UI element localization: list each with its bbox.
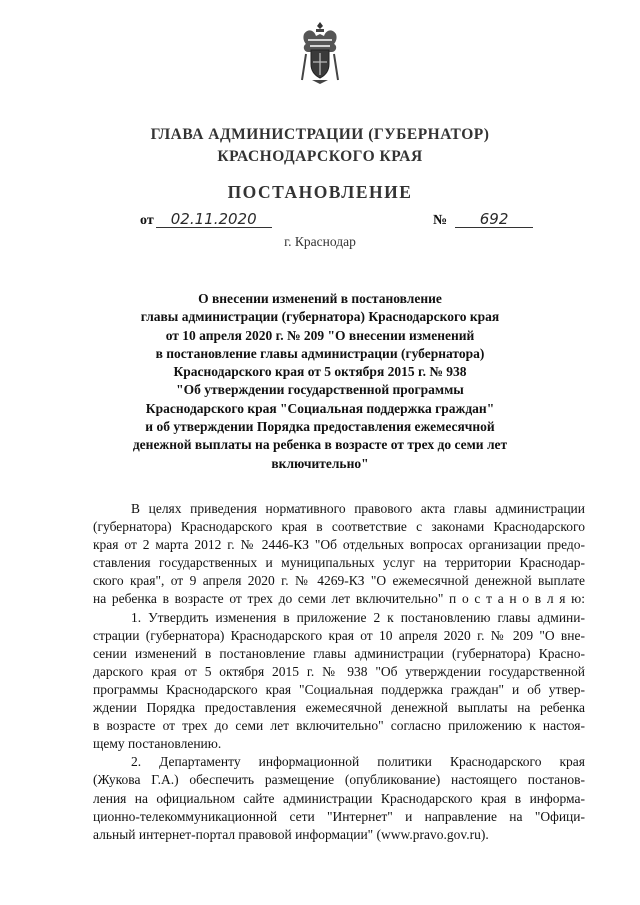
authority-title: ГЛАВА АДМИНИСТРАЦИИ (ГУБЕРНАТОР) bbox=[150, 126, 490, 143]
body-line: ского края", от 9 апреля 2020 г. № 4269-КЗ "О ежемесячной денежной выплате bbox=[93, 573, 585, 589]
body-line: программы Краснодарского края "Социальная поддержка граждан" и об утвер- bbox=[93, 681, 585, 697]
body-line: (Жукова Г.А.) обеспечить размещение (опубликование) настоящего постанов- bbox=[93, 772, 585, 788]
body-line: края от 2 марта 2012 г. № 2446-КЗ "Об отдельных вопросах организации предо- bbox=[93, 537, 585, 553]
title-line: Краснодарского края от 5 октября 2015 г. № 938 bbox=[173, 364, 467, 380]
body-line: дарского края от 5 октября 2015 г. № 938 "Об утверждении государственной bbox=[93, 663, 585, 679]
document-number bbox=[433, 212, 533, 229]
document-date bbox=[140, 212, 272, 229]
body-line: В целях приведения нормативного правового акта главы администрации bbox=[131, 501, 585, 516]
body-line: в возрасте от трех до семи лет включительно" согласно приложению к настоя- bbox=[93, 718, 585, 734]
document-type: ПОСТАНОВЛЕНИЕ bbox=[227, 182, 413, 202]
title-line: включительно" bbox=[271, 455, 369, 471]
title-line: Краснодарского края "Социальная поддержка граждан" bbox=[145, 400, 495, 416]
body-line: альный интернет-портал правовой информации" (www.pravo.gov.ru). bbox=[93, 826, 489, 842]
title-line: от 10 апреля 2020 г. № 209 "О внесении изменений bbox=[165, 327, 475, 343]
coat-of-arms-icon bbox=[298, 20, 342, 86]
body-line: ставления государственных и муниципальных услуг на территории Краснодар- bbox=[93, 555, 585, 571]
title-line: "Об утверждении государственной программы bbox=[176, 382, 464, 398]
number-value: 692 bbox=[455, 212, 533, 228]
body-line: на ребенка в возрасте от трех до семи лет включительно" п о с т а н о в л я ю: bbox=[93, 591, 585, 607]
document-city: г. Краснодар bbox=[284, 234, 356, 249]
body-line: 1. Утвердить изменения в приложение 2 к постановлению главы админи- bbox=[131, 609, 585, 625]
date-value: 02.11.2020 bbox=[156, 212, 272, 228]
title-line: и об утверждении Порядка предоставления ежемесячной bbox=[145, 419, 495, 435]
document-title bbox=[80, 290, 560, 473]
body-line: ционно-телекоммуникационной сети "Интернет" и направление на "Офици- bbox=[93, 808, 585, 824]
number-label: № bbox=[433, 213, 448, 228]
title-line: О внесении изменений в постановление bbox=[198, 291, 442, 306]
title-line: главы администрации (губернатора) Краснодарского края bbox=[140, 309, 500, 325]
body-line: сении изменений в постановление главы администрации (губернатора) Красно- bbox=[93, 645, 585, 661]
document-body bbox=[93, 500, 585, 844]
body-line: страции (губернатора) Краснодарского края от 10 апреля 2020 г. № 209 "О вне- bbox=[93, 627, 585, 643]
body-line: щему постановлению. bbox=[93, 736, 222, 752]
body-line: ления на официальном сайте администрации Краснодарского края в информа- bbox=[93, 790, 585, 806]
title-line: в постановление главы администрации (губернатора) bbox=[155, 345, 485, 361]
body-line: 2. Департаменту информационной политики Краснодарского края bbox=[131, 754, 585, 770]
authority-region: КРАСНОДАРСКОГО КРАЯ bbox=[217, 148, 423, 165]
date-label: от bbox=[140, 213, 154, 228]
title-line: денежной выплаты на ребенка в возрасте от трех до семи лет bbox=[132, 437, 508, 453]
body-line: ждении Порядка предоставления ежемесячной денежной выплаты на ребенка bbox=[93, 700, 585, 716]
body-line: (губернатора) Краснодарского края в соответствие с законами Краснодарского bbox=[93, 519, 585, 535]
